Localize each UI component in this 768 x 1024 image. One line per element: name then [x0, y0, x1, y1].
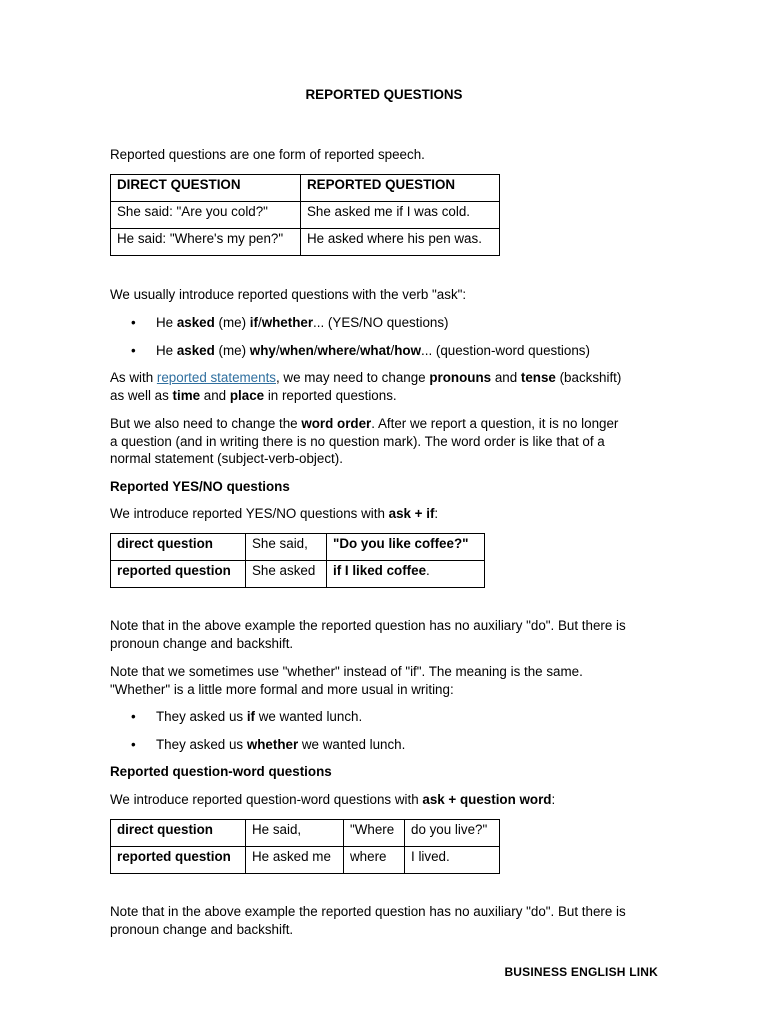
table-cell: She asked [246, 561, 327, 588]
reported-statements-link[interactable]: reported statements [156, 370, 276, 385]
table-yesno [110, 533, 485, 588]
table-header-row [111, 175, 500, 202]
bullet-icon: • [131, 709, 136, 724]
bullet-icon: • [131, 737, 136, 752]
table-row [111, 229, 500, 256]
table-cell: I lived. [405, 847, 500, 874]
note-auxiliary-2: Note that in the above example the reported question has no auxiliary "do". But there is pronoun change and backshift. [110, 904, 626, 937]
table-qword [110, 819, 500, 874]
whether-bullet-if: They asked us if we wanted lunch. [156, 709, 363, 724]
word-order-paragraph: But we also need to change the word order. After we report a question, it is no longer a question (and in writing there is no question mark). The word order is like that of a normal statement (subject-verb-object). [110, 416, 619, 466]
heading-qword: Reported question-word questions [110, 764, 332, 779]
bullet-icon: • [131, 315, 136, 330]
footer-brand: BUSINESS ENGLISH LINK [504, 965, 658, 979]
note-whether: Note that we sometimes use "whether" instead of "if". The meaning is the same. "Whether" is a little more formal and more usual in writing: [110, 664, 583, 697]
table-cell: He said: "Where's my pen?" [111, 229, 301, 256]
yesno-intro-text: We introduce reported YES/NO questions with ask + if: [110, 506, 439, 521]
table-header-direct: DIRECT QUESTION [111, 175, 301, 202]
table-cell-label: direct question [111, 820, 246, 847]
whether-bullet-whether: They asked us whether we wanted lunch. [156, 737, 406, 752]
table-cell-label: direct question [111, 534, 246, 561]
ask-bullet-qword: He asked (me) why/when/where/what/how... (question-word questions) [156, 343, 590, 358]
table-cell: do you live?" [405, 820, 500, 847]
table-row [111, 561, 485, 588]
table-row [111, 847, 500, 874]
table-row [111, 820, 500, 847]
intro-text: Reported questions are one form of reported speech. [110, 147, 425, 162]
page-title: REPORTED QUESTIONS [305, 87, 463, 102]
bullet-icon: • [131, 343, 136, 358]
table-cell: "Where [344, 820, 405, 847]
qword-intro-text: We introduce reported question-word questions with ask + question word: [110, 792, 556, 807]
statements-paragraph: As with reported statements, we may need to change pronouns and tense (backshift) as well as time and place in reported questions. [110, 370, 622, 403]
table-header-reported: REPORTED QUESTION [301, 175, 500, 202]
table-cell: where [344, 847, 405, 874]
table-cell: if I liked coffee. [327, 561, 485, 588]
table-cell: She asked me if I was cold. [301, 202, 500, 229]
table-cell: He asked where his pen was. [301, 229, 500, 256]
table-cell: He said, [246, 820, 344, 847]
heading-yesno: Reported YES/NO questions [110, 479, 290, 494]
ask-bullet-yesno: He asked (me) if/whether... (YES/NO questions) [156, 315, 449, 330]
table-cell: He asked me [246, 847, 344, 874]
table-direct-reported [110, 174, 500, 256]
table-cell: "Do you like coffee?" [327, 534, 485, 561]
table-cell-label: reported question [111, 561, 246, 588]
table-row [111, 202, 500, 229]
note-auxiliary-1: Note that in the above example the reported question has no auxiliary "do". But there is pronoun change and backshift. [110, 618, 626, 651]
ask-intro-text: We usually introduce reported questions with the verb "ask": [110, 287, 467, 302]
table-cell: She said, [246, 534, 327, 561]
table-cell: She said: "Are you cold?" [111, 202, 301, 229]
table-cell-label: reported question [111, 847, 246, 874]
table-row [111, 534, 485, 561]
